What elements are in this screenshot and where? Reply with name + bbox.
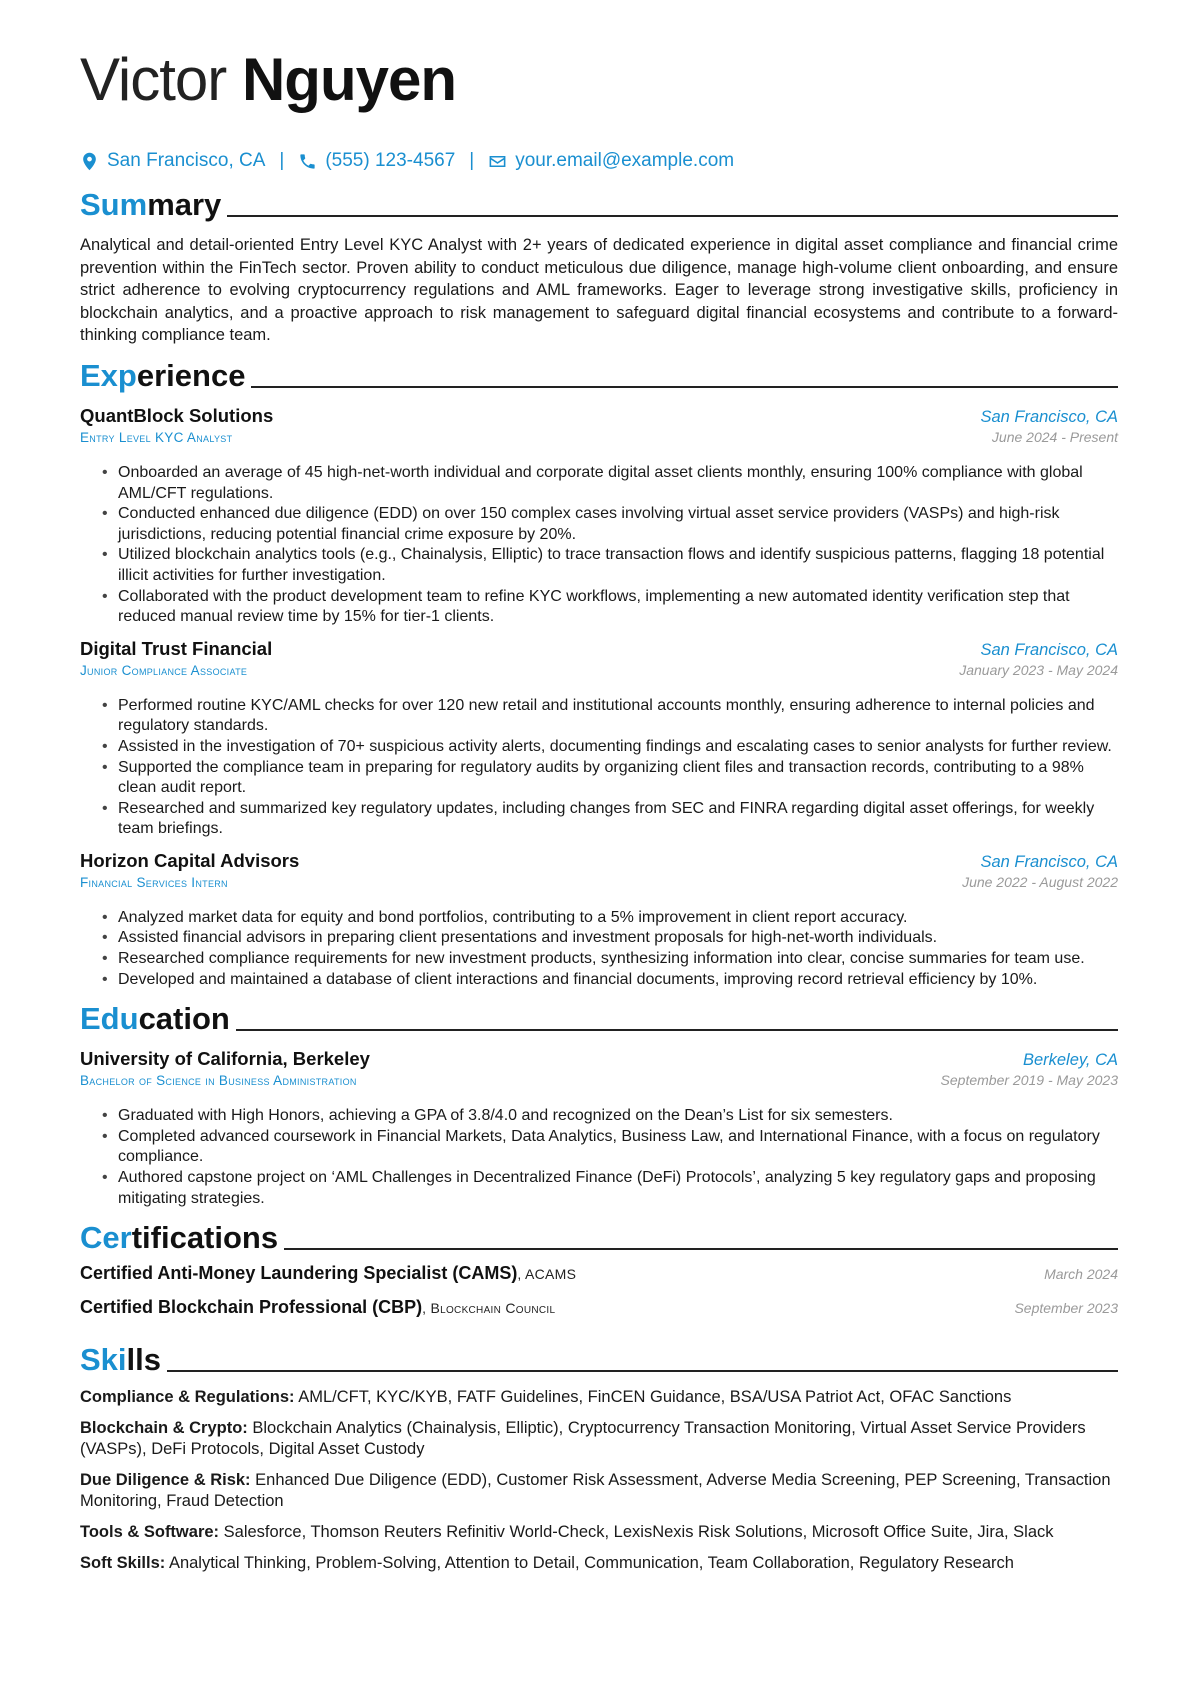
certifications-list <box>80 1263 1118 1331</box>
phone-text: (555) 123-4567 <box>325 150 456 171</box>
section-title: Certifications <box>80 1220 279 1256</box>
first-name: Victor <box>80 46 227 113</box>
contact-phone <box>298 150 455 172</box>
bullet-list <box>80 1106 1118 1209</box>
list-item: • Collaborated with the product development team to refine KYC workflows, implementing a new automated identity verification step that reduced manual review time by 15% for tier-1 clients. <box>80 587 1118 628</box>
employer-name: Digital Trust Financial <box>80 637 273 659</box>
list-item: • Conducted enhanced due diligence (EDD) on over 150 complex cases involving virtual asset service providers (VASPs) and high-risk jurisdictions, reducing potential financial crime exposure by 20%. <box>80 504 1118 545</box>
job-title: Junior Compliance Associate <box>80 662 248 678</box>
list-item: • Authored capstone project on ‘AML Challenges in Decentralized Finance (DeFi) Protocols’, analyzing 5 key regulatory gaps and proposing mitigating strategies. <box>80 1168 1118 1209</box>
section-certifications-heading <box>80 1219 1118 1257</box>
section-divider <box>236 1029 1118 1031</box>
list-item: • Onboarded an average of 45 high-net-worth individual and corporate digital asset clients monthly, ensuring 100% compliance with global AML/CFT regulations. <box>80 463 1118 504</box>
contact-separator: | <box>279 150 285 171</box>
skill-values: Analytical Thinking, Problem-Solving, Attention to Detail, Communication, Team Collaboration, Regulatory Research <box>168 1554 1014 1573</box>
candidate-name <box>80 40 1118 120</box>
contact-location <box>80 150 265 172</box>
skill-values: Enhanced Due Diligence (EDD), Customer Risk Assessment, Adverse Media Screening, PEP Screening, Transaction Monitoring, Fraud Detection <box>80 1471 1111 1511</box>
list-item: • Supported the compliance team in preparing for regulatory audits by organizing client files and transaction records, contributing to a 98% clean audit report. <box>80 758 1118 799</box>
certification-name: Certified Blockchain Professional (CBP) <box>80 1297 423 1318</box>
list-item: • Performed routine KYC/AML checks for over 120 new retail and institutional accounts monthly, ensuring adherence to internal policies and regulatory standards. <box>80 696 1118 737</box>
skill-row <box>80 1387 1118 1408</box>
bullet-list <box>80 696 1118 840</box>
section-divider <box>284 1248 1118 1250</box>
certification-item: Certified Blockchain Professional (CBP), Blockchain Council September 2023 <box>80 1297 1118 1318</box>
school-name: University of California, Berkeley <box>80 1048 370 1070</box>
list-item: • Analyzed market data for equity and bond portfolios, contributing to a 5% improvement in client report accuracy. <box>80 908 1118 929</box>
resume-page <box>80 40 1118 1584</box>
skills-list <box>80 1387 1118 1574</box>
experience-entry <box>80 638 1118 840</box>
certification-item: Certified Anti-Money Laundering Specialist (CAMS), ACAMS March 2024 <box>80 1263 1118 1284</box>
contact-line <box>80 146 1118 176</box>
school-location: Berkeley, CA <box>1022 1051 1118 1070</box>
location-text: San Francisco, CA <box>107 150 266 171</box>
summary-paragraph: Analytical and detail-oriented Entry Level KYC Analyst with 2+ years of dedicated experience in digital asset compliance and financial crime prevention within the FinTech sector. Proven ability to conduct meticulous due diligence, manage high-volume client onboarding, and ensure strict adherence to evolving cryptocurrency regulations and AML frameworks. Eager to leverage strong investigative skills, proficiency in blockchain analytics, and a proactive approach to risk management to safeguard digital financial ecosystems and contribute to a forward-thinking compliance team. <box>80 236 1118 345</box>
job-title: Entry Level KYC Analyst <box>80 429 233 445</box>
skill-category: Blockchain & Crypto: <box>80 1419 248 1438</box>
list-item: • Researched and summarized key regulatory updates, including changes from SEC and FINRA regarding digital asset offerings, for weekly team briefings. <box>80 799 1118 840</box>
contact-email[interactable] <box>488 150 734 172</box>
section-title: Education <box>80 1001 230 1037</box>
certification-date: March 2024 <box>1044 1266 1118 1283</box>
skill-category: Soft Skills: <box>80 1554 166 1573</box>
education-entry <box>80 1048 1118 1209</box>
employer-name: Horizon Capital Advisors <box>80 849 300 871</box>
list-item: • Assisted in the investigation of 70+ suspicious activity alerts, documenting findings and escalating cases to senior analysts for further review. <box>80 737 1118 758</box>
section-divider <box>227 215 1118 217</box>
skill-category: Compliance & Regulations: <box>80 1388 295 1407</box>
certification-issuer: ACAMS <box>524 1266 577 1283</box>
last-name: Nguyen <box>241 46 456 113</box>
education-dates: September 2019 - May 2023 <box>940 1072 1118 1089</box>
certification-issuer: Blockchain Council <box>430 1300 556 1317</box>
certification-name: Certified Anti-Money Laundering Specialist (CAMS) <box>80 1263 518 1284</box>
certification-date: September 2023 <box>1014 1300 1118 1317</box>
job-dates: June 2024 - Present <box>991 428 1118 445</box>
skill-category: Due Diligence & Risk: <box>80 1471 251 1490</box>
list-item: • Utilized blockchain analytics tools (e.g., Chainalysis, Elliptic) to trace transaction flows and identify suspicious patterns, flagging 18 potential illicit activities for further investigation. <box>80 545 1118 586</box>
phone-icon <box>298 152 317 171</box>
map-pin-icon <box>80 152 99 171</box>
list-item: • Assisted financial advisors in preparing client presentations and investment proposals for high-net-worth individuals. <box>80 928 1118 949</box>
employer-name: QuantBlock Solutions <box>80 404 274 426</box>
section-divider <box>167 1370 1118 1372</box>
degree-title: Bachelor of Science in Business Administration <box>80 1073 357 1089</box>
section-title: Experience <box>80 357 246 393</box>
contact-separator: | <box>469 150 475 171</box>
list-item: • Researched compliance requirements for new investment products, synthesizing information into clear, concise summaries for team use. <box>80 949 1118 970</box>
employer-location: San Francisco, CA <box>980 640 1118 659</box>
employer-location: San Francisco, CA <box>980 407 1118 426</box>
list-item: • Graduated with High Honors, achieving a GPA of 3.8/4.0 and recognized on the Dean’s List for six semesters. <box>80 1106 1118 1127</box>
section-experience-heading <box>80 357 1118 395</box>
job-dates: June 2022 - August 2022 <box>962 873 1118 890</box>
skill-row <box>80 1553 1118 1574</box>
list-item: • Completed advanced coursework in Financial Markets, Data Analytics, Business Law, and International Finance, with a focus on regulatory compliance. <box>80 1127 1118 1168</box>
bullet-list <box>80 463 1118 628</box>
section-title: Summary <box>80 187 222 222</box>
skill-row <box>80 1522 1118 1543</box>
job-title: Financial Services Intern <box>80 874 228 890</box>
experience-entry <box>80 405 1118 628</box>
skill-values: AML/CFT, KYC/KYB, FATF Guidelines, FinCEN Guidance, BSA/USA Patriot Act, OFAC Sanctions <box>298 1388 1012 1407</box>
bullet-list <box>80 908 1118 990</box>
list-item: • Developed and maintained a database of client interactions and financial documents, improving record retrieval efficiency by 10%. <box>80 970 1118 991</box>
section-skills-heading <box>80 1341 1118 1379</box>
section-title: Skills <box>80 1342 161 1378</box>
employer-location: San Francisco, CA <box>980 852 1118 871</box>
experience-entry <box>80 850 1118 990</box>
skill-row <box>80 1418 1118 1460</box>
job-dates: January 2023 - May 2024 <box>959 661 1118 678</box>
section-divider <box>251 386 1118 388</box>
email-text[interactable]: your.email@example.com <box>515 150 735 171</box>
skill-values: Salesforce, Thomson Reuters Refinitiv World-Check, LexisNexis Risk Solutions, Microsoft Office Suite, Jira, Slack <box>223 1523 1054 1542</box>
section-summary-heading <box>80 186 1118 224</box>
skill-row <box>80 1470 1118 1512</box>
envelope-icon <box>488 152 507 171</box>
skill-category: Tools & Software: <box>80 1523 220 1542</box>
section-education-heading <box>80 1000 1118 1038</box>
skill-values: Blockchain Analytics (Chainalysis, Elliptic), Cryptocurrency Transaction Monitoring, Virtual Asset Service Providers (VASPs), DeFi Protocols, Digital Asset Custody <box>80 1419 1086 1459</box>
